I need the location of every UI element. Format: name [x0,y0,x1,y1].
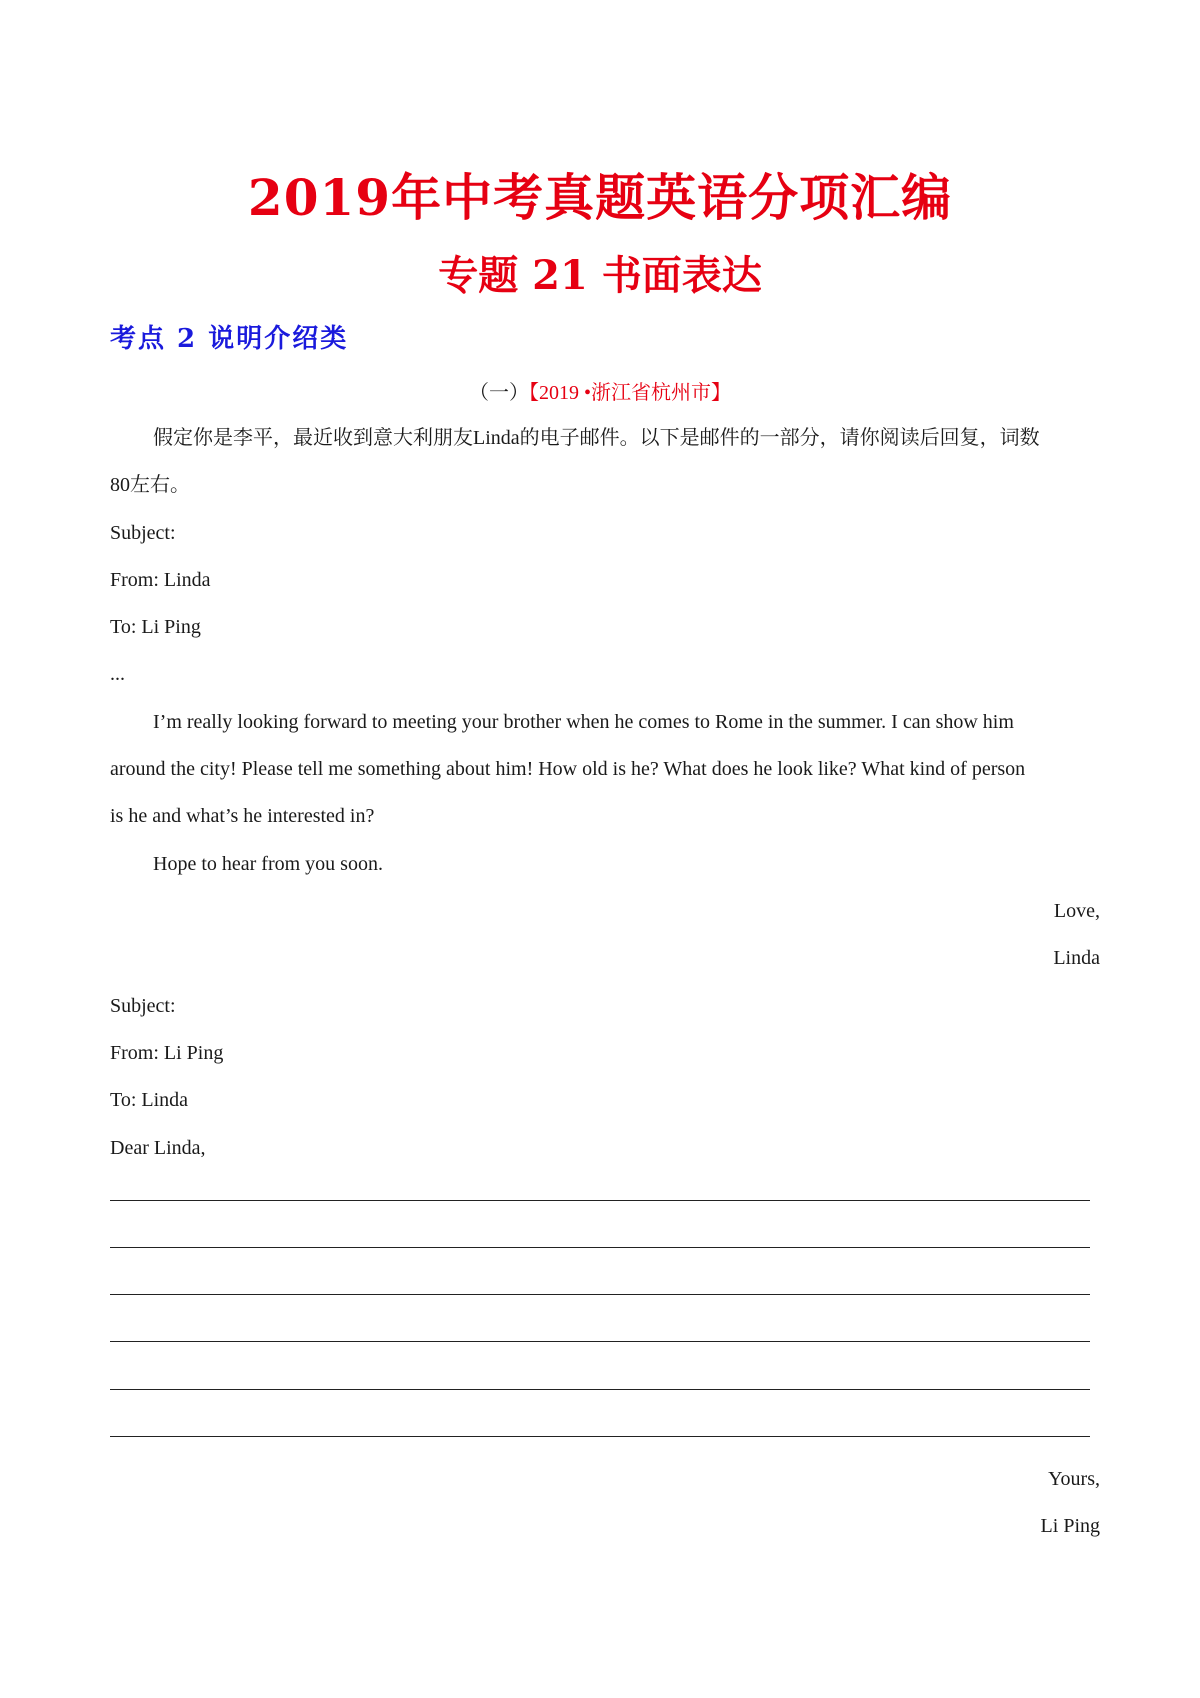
incoming-signoff: Love, [1053,900,1100,922]
incoming-body-line-2: around the city! Please tell me something about him! How old is he? What does he look like? What kind of person [110,758,1026,780]
answer-blank-line[interactable] [110,1389,1090,1390]
sub-title: 专题 21 书面表达 [438,252,762,299]
incoming-from: From: Linda [110,569,211,591]
reply-signoff: Yours, [1048,1468,1100,1490]
incoming-subject: Subject: [110,522,176,544]
question-number: （一） [468,382,529,404]
incoming-to: To: Li Ping [110,616,201,638]
question-header [0,376,1200,405]
reply-subject: Subject: [110,995,176,1017]
incoming-body-line-1: I’m really looking forward to meeting your brother when he comes to Rome in the summer. I can show him [153,711,1014,733]
instruction-line-2: 80左右。 [110,474,190,496]
answer-blank-line[interactable] [110,1200,1090,1201]
main-title: 2019年中考真题英语分项汇编 [247,168,953,227]
incoming-closing-line: Hope to hear from you soon. [153,853,383,875]
incoming-signature: Linda [1053,947,1100,969]
answer-blank-line[interactable] [110,1247,1090,1248]
incoming-ellipsis: ... [110,663,125,685]
answer-blank-line[interactable] [110,1294,1090,1295]
instruction-line-1: 假定你是李平，最近收到意大利朋友Linda的电子邮件。以下是邮件的一部分，请你阅读后回复，词数 [153,427,1040,449]
reply-signature: Li Ping [1040,1515,1100,1537]
answer-blank-line[interactable] [110,1436,1090,1437]
answer-blank-line[interactable] [110,1341,1090,1342]
question-source: 【2019 •浙江省杭州市】 [528,382,731,404]
section-label: 考点 2 说明介绍类 [110,324,349,354]
reply-to: To: Linda [110,1089,189,1111]
reply-from: From: Li Ping [110,1042,224,1064]
reply-greeting: Dear Linda, [110,1137,206,1159]
incoming-body-line-3: is he and what’s he interested in? [110,805,375,827]
